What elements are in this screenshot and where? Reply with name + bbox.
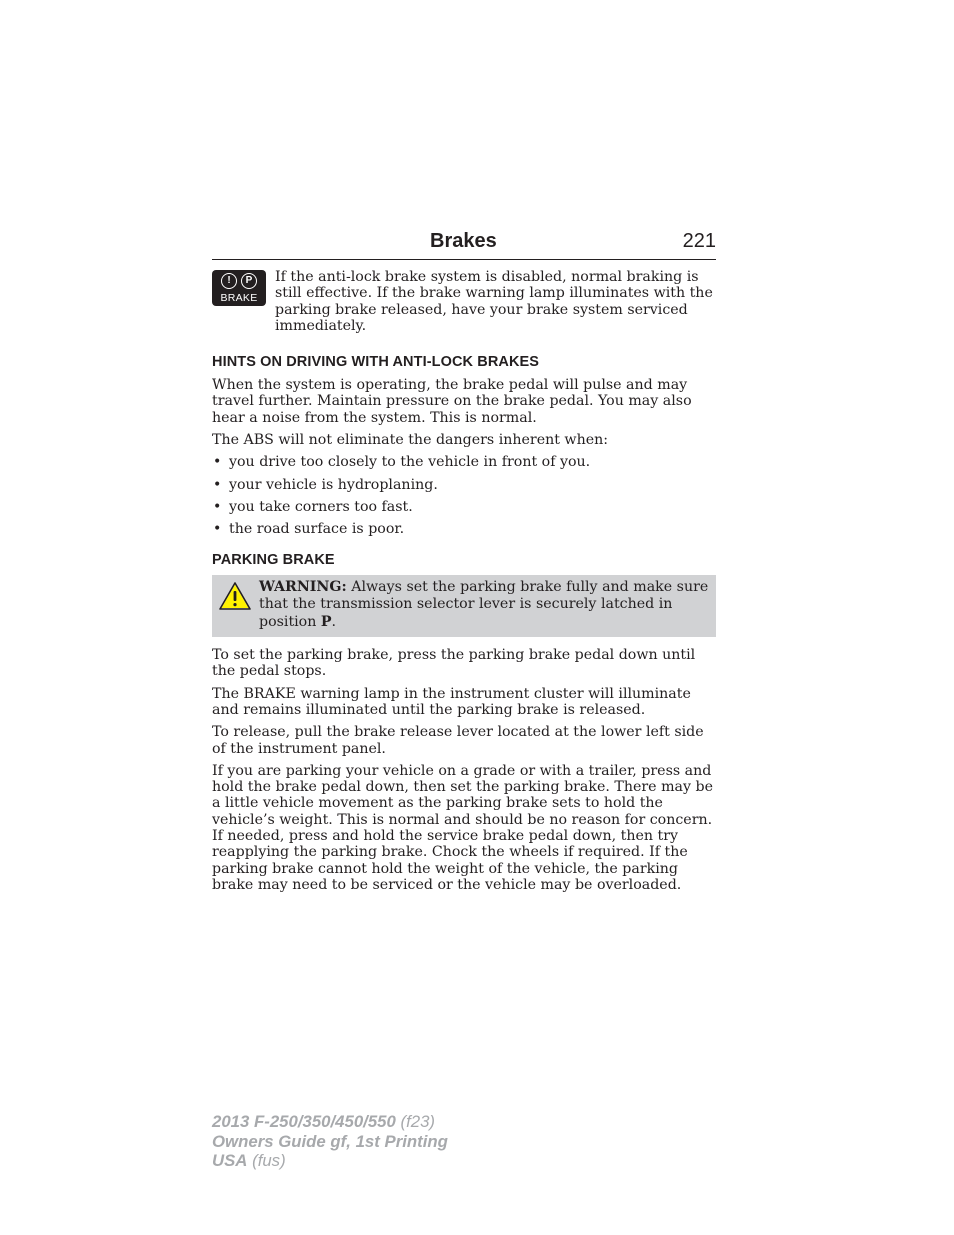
page-number: 221: [682, 230, 716, 252]
exclamation-symbol: !: [221, 273, 237, 289]
abs-hints-heading: HINTS ON DRIVING WITH ANTI-LOCK BRAKES: [212, 354, 540, 371]
section-title: Brakes: [430, 230, 497, 252]
paragraph: When the system is operating, the brake pedal will pulse and may travel further. Maintain pressure on the brake pedal. You may also hear a noise from the system. This is normal.: [212, 377, 692, 426]
gear-position: P: [320, 613, 332, 630]
intro-block: [212, 269, 716, 340]
list-item: • the road surface is poor.: [212, 521, 716, 537]
page-content: [212, 230, 716, 899]
warning-box: [212, 575, 716, 638]
warning-text: [259, 579, 710, 632]
intro-text: If the anti-lock brake system is disabled, normal braking is still effective. If the brake warning lamp illuminates with the parking brake released, have your brake system serviced immediately.: [275, 269, 713, 334]
footer-line-printing: Owners Guide gf, 1st Printing: [212, 1131, 448, 1151]
warning-body: Always set the parking brake fully and make sure that the transmission selector lever is securely latched in position: [259, 578, 709, 630]
paragraph: To release, pull the brake release lever located at the lower left side of the instrument panel.: [212, 724, 704, 757]
warning-end: .: [331, 613, 337, 630]
paragraph: The BRAKE warning lamp in the instrument cluster will illuminate and remains illuminated until the parking brake is released.: [212, 685, 691, 718]
abs-dangers-list: [212, 454, 716, 537]
warning-label: WARNING:: [259, 578, 347, 595]
paragraph: The ABS will not eliminate the dangers inherent when:: [212, 432, 609, 449]
document-footer: [212, 1112, 448, 1171]
warning-triangle-icon: [218, 579, 254, 632]
footer-line-market: USA (fus): [212, 1151, 286, 1170]
list-item: • you drive too closely to the vehicle in front of you.: [212, 454, 716, 470]
paragraph: If you are parking your vehicle on a grade or with a trailer, press and hold the brake pedal down, then set the parking brake. There may be a little vehicle movement as the parking brake sets to hold the vehicle’s weight. This is normal and should be no reason for concern. If needed, press and hold the service brake pedal down, then try reapplying the parking brake. Chock the wheels if required. If the parking brake cannot hold the weight of the vehicle, the parking brake may need to be serviced or the vehicle may be overloaded.: [212, 762, 714, 893]
parking-symbol: P: [241, 273, 257, 289]
paragraph: To set the parking brake, press the parking brake pedal down until the pedal stops.: [212, 647, 696, 680]
page-header: [212, 230, 716, 260]
list-item: • you take corners too fast.: [212, 499, 716, 515]
list-item: • your vehicle is hydroplaning.: [212, 477, 716, 493]
brake-icon-label: BRAKE: [220, 292, 258, 304]
parking-brake-heading: PARKING BRAKE: [212, 551, 335, 568]
footer-line-model: 2013 F-250/350/450/550 (f23): [212, 1112, 435, 1131]
brake-warning-icon: [212, 270, 266, 306]
